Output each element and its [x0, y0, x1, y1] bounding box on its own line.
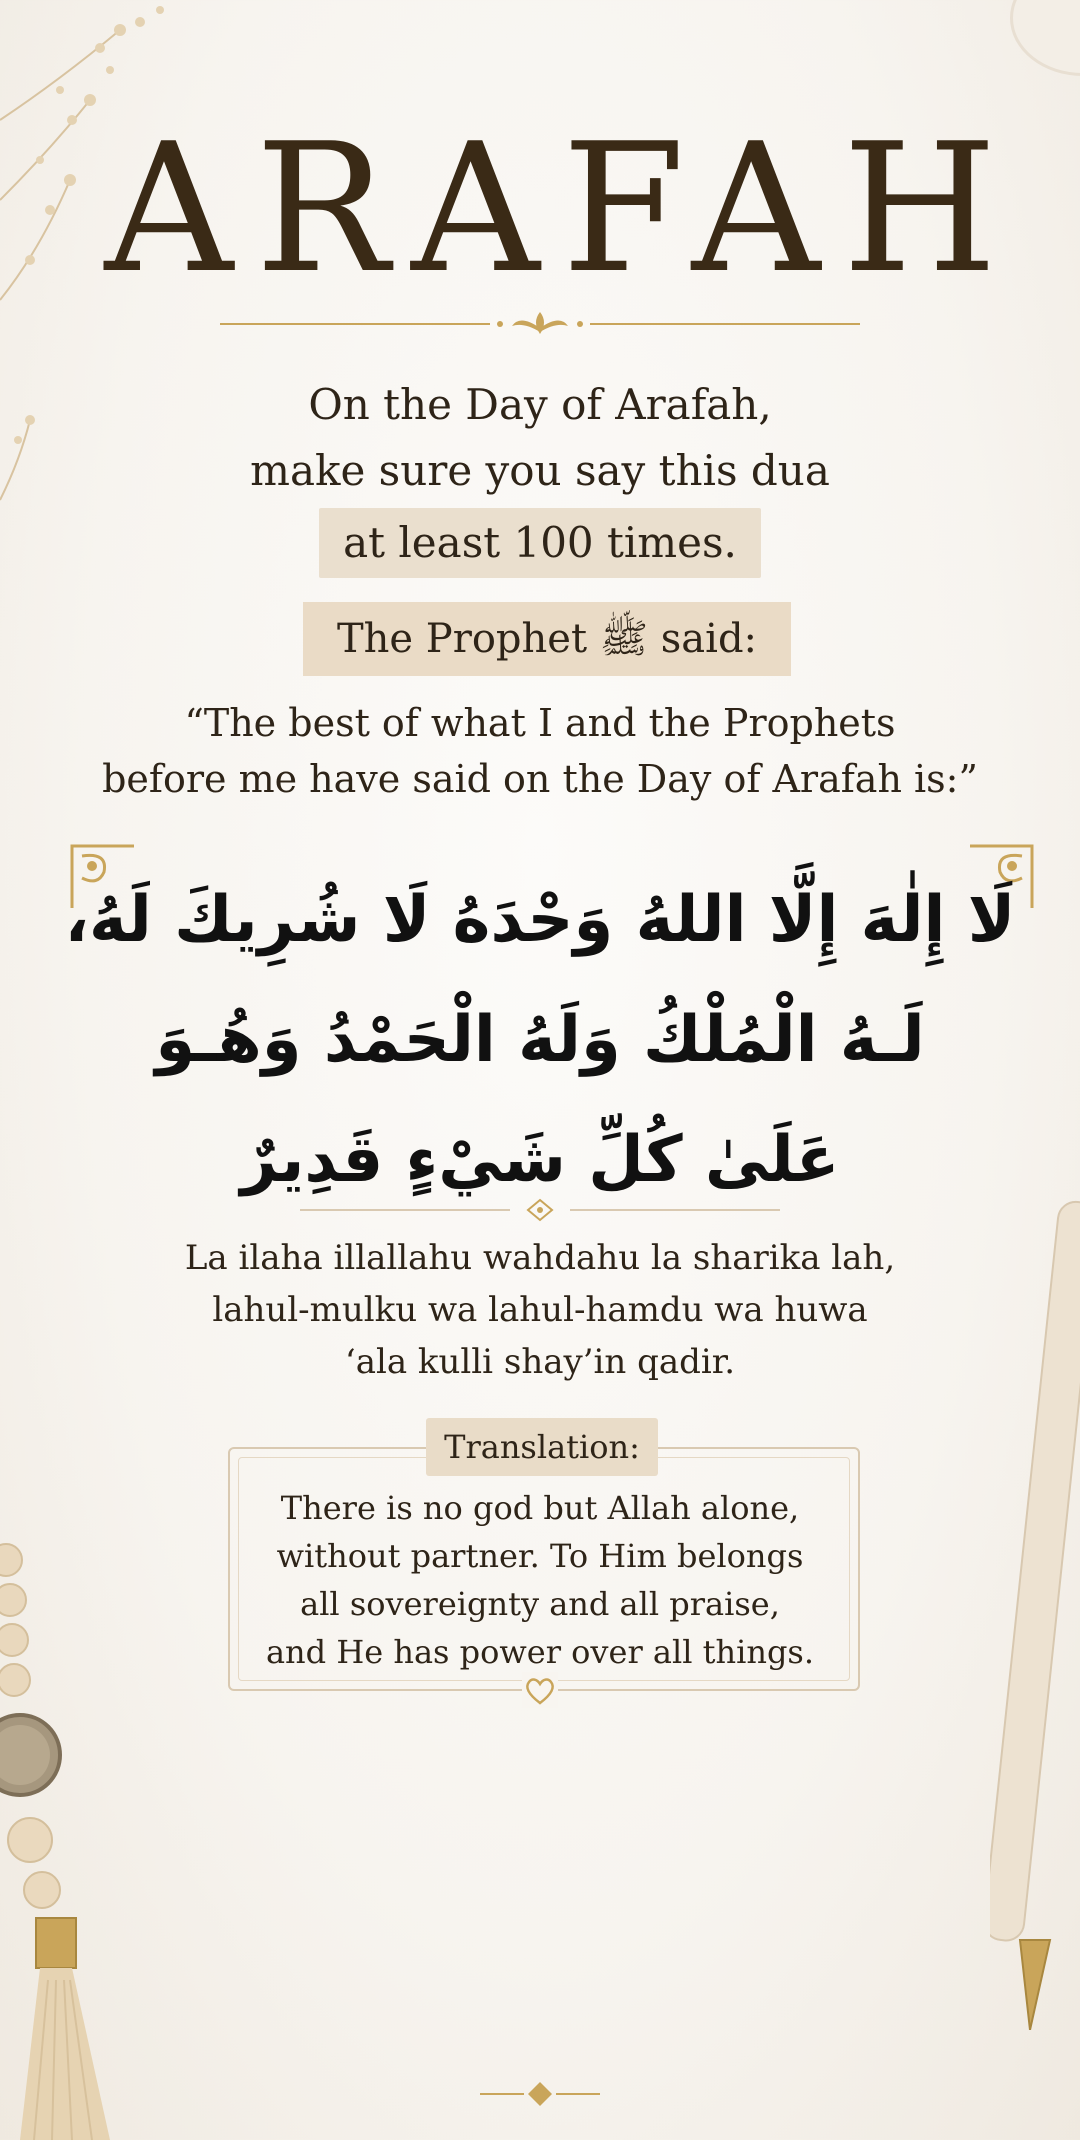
arabic-line-3: عَلَىٰ كُلِّ شَيْءٍ قَدِيرٌ [240, 1123, 840, 1197]
fleur-de-lis-icon [220, 312, 860, 336]
cup-decoration [1010, 0, 1080, 76]
translit-line-2: lahul-mulku wa lahul-hamdu wa huwa [212, 1290, 868, 1330]
transliteration-text [0, 1232, 1080, 1388]
diamond-ornament-icon [300, 1198, 780, 1222]
translation-line-4: and He has power over all things. [265, 1633, 815, 1671]
quote-text [0, 695, 1080, 807]
quote-line-2: before me have said on the Day of Arafah is:” [102, 757, 978, 801]
diamond-ornament-icon [480, 2080, 600, 2108]
translation-text [0, 1484, 1080, 1676]
translation-line-1: There is no god but Allah alone, [280, 1489, 800, 1527]
heart-icon [522, 1672, 558, 1708]
intro-line-2: make sure you say this dua [250, 446, 830, 495]
arabic-dua [0, 860, 1080, 1220]
intro-highlight: at least 100 times. [319, 508, 761, 578]
intro-text [0, 372, 1080, 578]
page-title: ARAFAH [104, 105, 1020, 312]
prophet-said-label: The Prophet ﷺ said: [303, 602, 791, 676]
quote-line-1: “The best of what I and the Prophets [184, 701, 896, 745]
translit-line-1: La ilaha illallahu wahdahu la sharika lah, [184, 1238, 896, 1278]
translation-label: Translation: [426, 1418, 658, 1476]
arabic-line-1: لَا إِلٰهَ إِلَّا اللهُ وَحْدَهُ لَا شُرِيكَ لَهُ، [64, 883, 1016, 957]
translation-line-2: without partner. To Him belongs [276, 1537, 804, 1575]
intro-line-1: On the Day of Arafah, [308, 380, 772, 429]
translation-line-3: all sovereignty and all praise, [300, 1585, 780, 1623]
translit-line-3: ‘ala kulli shay’in qadir. [344, 1342, 736, 1382]
arabic-line-2: لَـهُ الْمُلْكُ وَلَهُ الْحَمْدُ وَهُـوَ [155, 1003, 925, 1077]
